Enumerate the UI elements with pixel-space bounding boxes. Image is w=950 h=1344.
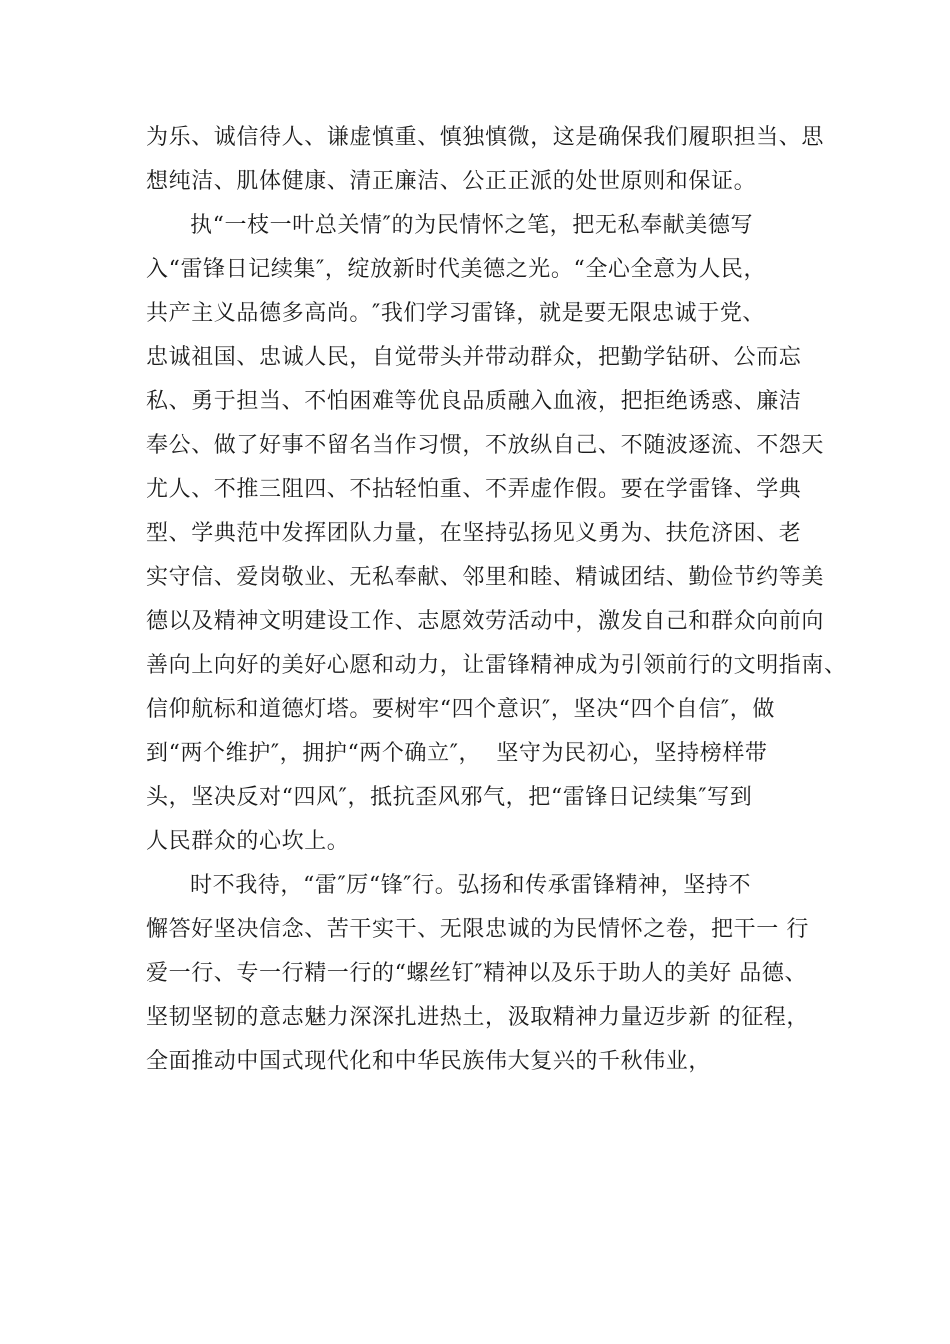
text-line: 忠诚祖国、忠诚人民，自觉带头并带动群众，把勤学钻研、公而忘 — [146, 345, 802, 370]
text-line: 爱一行、专一行精一行的“螺丝钉″精神以及乐于助人的美好 品德、 — [146, 961, 808, 986]
text-line: 善向上向好的美好心愿和动力，让雷锋精神成为引领前行的文明指南、 — [146, 653, 847, 678]
text-line: 为乐、诚信待人、谦虚慎重、慎独慎微，这是确保我们履职担当、思 — [146, 125, 825, 150]
text-line: 坚韧坚韧的意志魅力深深扎进热土，汲取精神力量迈步新 的征程， — [146, 1005, 809, 1030]
text-line: 奉公、做了好事不留名当作习惯，不放纵自己、不随波逐流、不怨天 — [146, 433, 825, 458]
paragraph-start-line: 时不我待，“雷″厉“锋″行。弘扬和传承雷锋精神，坚持不 — [190, 873, 752, 898]
text-line: 懈答好坚决信念、苦干实干、无限忠诚的为民情怀之卷，把干一 行 — [146, 917, 809, 942]
text-line: 私、勇于担当、不怕困难等优良品质融入血液，把拒绝诱惑、廉洁 — [146, 389, 802, 414]
text-line: 共产主义品德多高尚。″我们学习雷锋，就是要无限忠诚于党、 — [146, 301, 766, 326]
paragraph-start-line: 执“一枝一叶总关情″的为民情怀之笔，把无私奉献美德写 — [190, 213, 754, 238]
text-line: 德以及精神文明建设工作、志愿效劳活动中，激发自己和群众向前向 — [146, 609, 825, 634]
text-line: 全面推动中国式现代化和中华民族伟大复兴的千秋伟业， — [146, 1049, 712, 1074]
text-line: 型、学典范中发挥团队力量，在坚持弘扬见义勇为、扶危济困、老 — [146, 521, 802, 546]
text-line: 入“雷锋日记续集″，绽放新时代美德之光。“全心全意为人民， — [146, 257, 767, 282]
text-line: 人民群众的心坎上。 — [146, 829, 350, 854]
text-line: 想纯洁、肌体健康、清正廉洁、公正正派的处世原则和保证。 — [146, 169, 757, 194]
text-line: 到“两个维护″，拥护“两个确立″， 坚守为民初心，坚持榜样带 — [146, 741, 768, 766]
text-line: 实守信、爱岗敬业、无私奉献、邻里和睦、精诚团结、勤俭节约等美 — [146, 565, 825, 590]
text-line: 信仰航标和道德灯塔。要树牢“四个意识″，坚决“四个自信″，做 — [146, 697, 775, 722]
text-line: 头，坚决反对“四风″，抵抗歪风邪气，把“雷锋日记续集″写到 — [146, 785, 753, 810]
text-line: 尤人、不推三阻四、不拈轻怕重、不弄虚作假。要在学雷锋、学典 — [146, 477, 802, 502]
